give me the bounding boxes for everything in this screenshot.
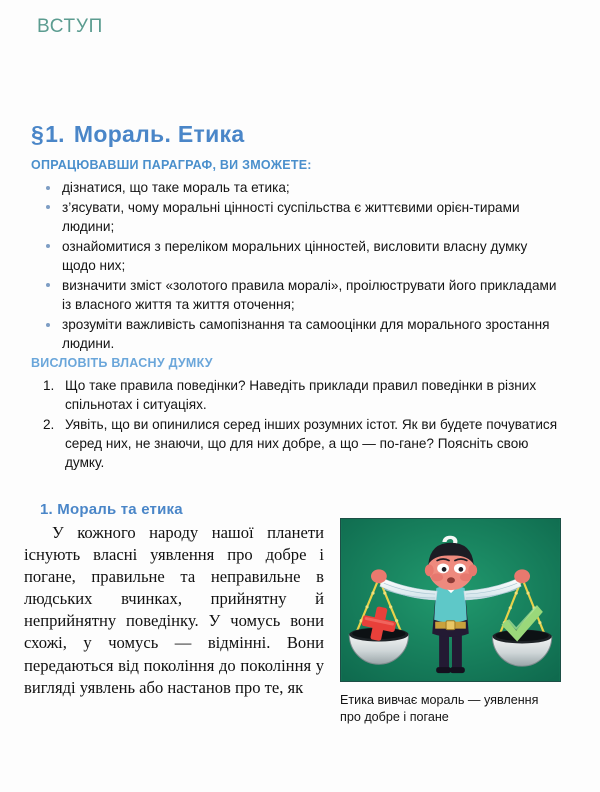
section-title-text: Мораль. Етика — [73, 121, 245, 148]
list-item — [40, 237, 564, 276]
opinion-question-list — [40, 376, 564, 472]
scales-illustration-icon — [341, 519, 560, 681]
list-item — [40, 178, 564, 197]
list-item-label: зрозуміти важливість самопізнання та самооцінки для морального зростання людини. — [62, 317, 550, 352]
list-item-label: з’ясувати, чому моральні цінності суспільства є життєвими орієн-тирами людини; — [62, 199, 520, 235]
list-item-number: 2. — [43, 416, 55, 432]
bullet-icon — [46, 244, 50, 248]
list-item — [40, 276, 564, 315]
opinion-label: ВИСЛОВІТЬ ВЛАСНУ ДУМКУ — [31, 356, 213, 370]
list-item-number: 1. — [43, 378, 55, 393]
figure — [340, 518, 561, 725]
objectives-label: ОПРАЦЮВАВШИ ПАРАГРАФ, ВИ ЗМОЖЕТЕ: — [31, 158, 312, 172]
list-item — [40, 315, 564, 354]
running-head: ВСТУП — [37, 16, 103, 37]
bullet-icon — [46, 205, 50, 209]
list-item-label: Уявіть, що ви опинилися серед інших розумних істот. Як ви будете почуватися серед них, не знаючи, що для них добре, а що — по-гане? Поясніть свою думку. — [65, 416, 558, 471]
list-item-label: ознайомитися з переліком моральних цінностей, висловити власну думку щодо них; — [62, 238, 528, 274]
list-item — [40, 198, 564, 237]
figure-image — [340, 518, 561, 682]
bullet-icon — [46, 323, 50, 327]
list-item-label: Що таке правила поведінки? Наведіть приклади правил поведінки в різних спільнотах і ситуаціях. — [65, 378, 537, 413]
bullet-icon — [46, 283, 50, 287]
subsection-heading: 1. Мораль та етика — [40, 501, 183, 519]
list-item — [40, 415, 564, 473]
section-number: 1. — [45, 121, 65, 148]
page-title — [31, 121, 244, 148]
list-item-label: дізнатися, що таке мораль та етика; — [62, 180, 290, 195]
list-item-label: визначити зміст «золотого правила моралі», проілюструвати його прикладами із власного життя та життя оточення; — [62, 277, 557, 313]
objectives-list — [40, 178, 564, 354]
bullet-icon — [46, 186, 50, 190]
body-paragraph: У кожного народу нашої планети існують власні уявлення про добре і погане, правильне та неправильне в людських вчинках, прийнятну й неприйнятну поведінку. У чомусь вони схожі, у чомусь — відмінні. Вони передаються від покоління до покоління у вигляді уявлень або настанов про те, як — [24, 523, 324, 697]
figure-caption: Етика вивчає мораль — уявлення про добре і погане — [340, 693, 539, 724]
section-mark: § — [31, 121, 45, 148]
list-item — [40, 376, 564, 415]
